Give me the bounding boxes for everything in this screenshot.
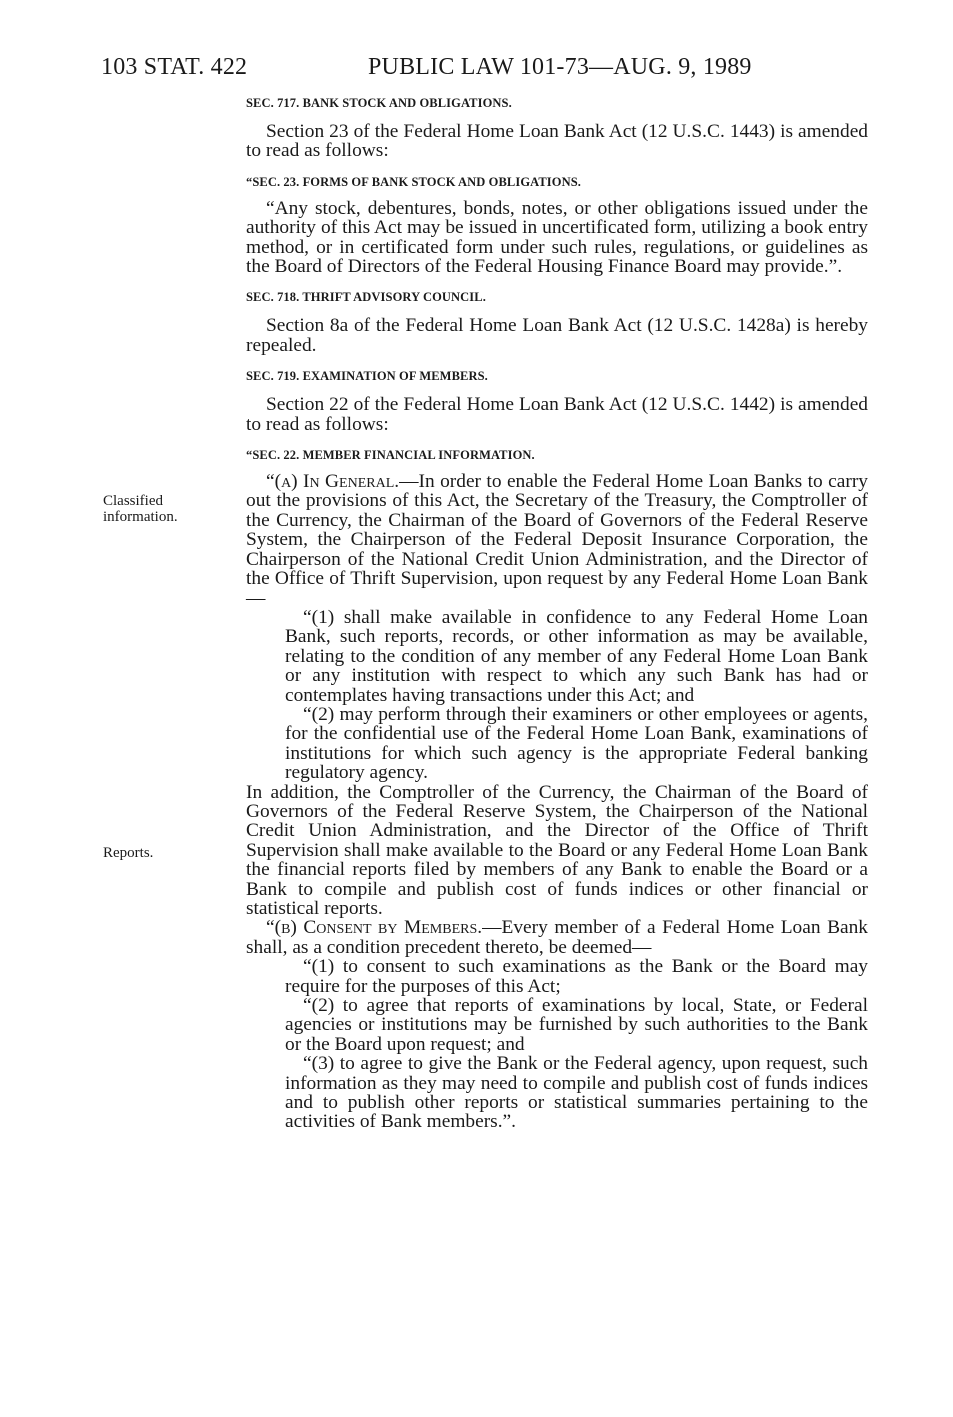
subsection-a-1: “(1) shall make available in confidence to any Federal Home Loan Bank, such reports, records, or other information as may be available, relating to the condition of any member of any Federal Home Loan Bank or any institution with respect to which any such Bank has had or contemplates having transactions under this Act; and — [285, 606, 868, 706]
sec-23-heading: “SEC. 23. FORMS OF BANK STOCK AND OBLIGATIONS. — [246, 174, 581, 189]
page-running-title: PUBLIC LAW 101-73—AUG. 9, 1989 — [368, 54, 752, 80]
sec-718-text: Section 8a of the Federal Home Loan Bank Act (12 U.S.C. 1428a) is hereby repealed. — [246, 315, 868, 356]
sec-23-text: “Any stock, debentures, bonds, notes, or other obligations issued under the authority of this Act may be issued in uncertificated form, utilizing a book entry method, or in certificated form under such rules, regulations, or guidelines as the Board of Directors of the Federal Housing Finance Board may provide.”. — [246, 197, 868, 278]
document-body — [246, 96, 868, 1132]
margin-note-classified: Classified information. — [103, 493, 178, 525]
subsection-b-3: “(3) to agree to give the Bank or the Federal agency, upon request, such information as they may need to compile and publish cost of funds indices and to publish other reports or statistical summaries pertaining to the activities of Bank members.”. — [285, 1053, 868, 1133]
subsection-b — [246, 918, 868, 957]
sec-719-heading: SEC. 719. EXAMINATION OF MEMBERS. — [246, 369, 488, 384]
subsection-b-text: —Every member of a Federal Home Loan Bank shall, as a condition precedent thereto, be deemed— — [246, 917, 868, 958]
sec-717-heading: SEC. 717. BANK STOCK AND OBLIGATIONS. — [246, 96, 512, 110]
subsection-a — [246, 472, 868, 608]
subsection-b-label: “(b) Consent by Members. — [266, 917, 483, 939]
sec-22-heading: “SEC. 22. MEMBER FINANCIAL INFORMATION. — [246, 448, 535, 463]
margin-note-reports: Reports. — [103, 845, 154, 861]
subsection-b-2: “(2) to agree that reports of examinations by local, State, or Federal agencies or institutions may be furnished by such authorities to the Bank or the Board upon request; and — [285, 995, 868, 1055]
page-stat-number: 103 STAT. 422 — [101, 54, 248, 80]
sec-719-text: Section 22 of the Federal Home Loan Bank Act (12 U.S.C. 1442) is amended to read as follows: — [246, 394, 868, 435]
sec-717-text: Section 23 of the Federal Home Loan Bank Act (12 U.S.C. 1443) is amended to read as follows: — [246, 121, 868, 162]
subsection-a-addition: In addition, the Comptroller of the Currency, the Chairman of the Board of Governors of the Federal Reserve System, the Chairperson of the National Credit Union Administration, and the Director of the Office of Thrift Supervision shall make available to the Board or any Federal Home Loan Bank the financial reports filed by members of any Bank to enable the Board or a Bank to compile and publish cost of funds indices or other financial or statistical reports. — [246, 781, 868, 919]
subsection-b-1: “(1) to consent to such examinations as the Bank or the Board may require for the purposes of this Act; — [285, 956, 868, 997]
subsection-a-label: “(a) In General. — [266, 471, 400, 493]
sec-718-heading: SEC. 718. THRIFT ADVISORY COUNCIL. — [246, 290, 486, 305]
subsection-a-text: —In order to enable the Federal Home Loan Banks to carry out the provisions of this Act, the Secretary of the Treasury, the Comptroller of the Currency, the Chairman of the Board of Governors of the Federal Reserve System, the Chairperson of the Federal Deposit Insurance Corporation, the Chairperson of the National Credit Union Administration, and the Director of the Office of Thrift Supervision, upon request by any Federal Home Loan Bank— — [246, 471, 868, 609]
subsection-a-2: “(2) may perform through their examiners or other employees or agents, for the confidential use of the Federal Home Loan Bank, examinations of institutions for which such agency is the appropriate Federal banking regulatory agency. — [285, 703, 868, 784]
